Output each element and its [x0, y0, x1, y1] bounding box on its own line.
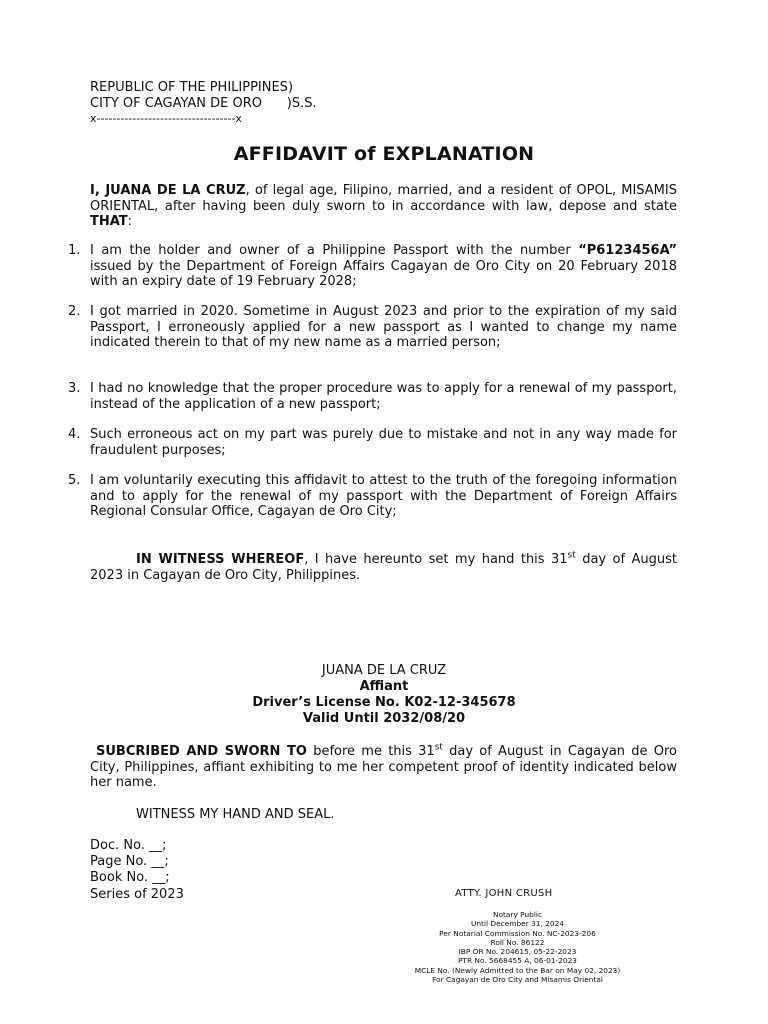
jurat-paragraph	[90, 744, 677, 791]
notary-name: ATTY. JOHN CRUSH	[455, 888, 553, 899]
series-year: Series of 2023	[90, 886, 184, 902]
intro-that: THAT	[90, 214, 128, 230]
affiant-license: Driver’s License No. K02-12-345678	[252, 695, 516, 710]
item-text-post: issued by the Department of Foreign Affairs Cagayan de Oro City on 20 February 2018 with an expiry date of 19 February 2028;	[90, 258, 677, 290]
item-text: I am voluntarily executing this affidavit to attest to the truth of the foregoing information and to apply for the renewal of my passport with the Department of Foreign Affairs Regional Consular Office, Cagayan de Oro City;	[90, 473, 677, 520]
item-number: 2.	[68, 304, 81, 319]
book-number: Book No. __;	[90, 870, 170, 886]
affiant-block	[0, 663, 768, 727]
notarial-register	[90, 838, 184, 903]
caption-city: CITY OF CAGAYAN DE ORO )S.S.	[90, 96, 317, 111]
jurat-sup: st	[434, 742, 443, 753]
notary-line: MCLE No. (Newly Admitted to the Bar on May 02, 2023)	[414, 965, 621, 975]
notary-line: Roll No. 86122	[490, 937, 545, 947]
statement-item-4	[68, 427, 677, 458]
witness-hand-seal: WITNESS MY HAND AND SEAL.	[136, 807, 335, 822]
statement-item-5	[68, 473, 677, 520]
notary-line: For Cagayan de Oro City and Misamis Oriental	[432, 975, 603, 985]
intro-text: , of legal age, Filipino, married, and a resident of OPOL, MISAMIS ORIENTAL, after having been duly sworn to in accordance with law, depose and state	[90, 183, 677, 214]
notary-line: Notary Public	[492, 910, 543, 919]
affiant-name: JUANA DE LA CRUZ	[321, 663, 447, 678]
document-title: AFFIDAVIT of EXPLANATION	[233, 143, 535, 165]
notary-details	[400, 910, 635, 984]
witness-sup: st	[567, 550, 576, 561]
item-text: Such erroneous act on my part was purely due to mistake and not in any way made for fraudulent purposes;	[90, 427, 677, 458]
notary-line: PTR No. 5668455 A, 06-01-2023	[457, 956, 578, 966]
caption-republic: REPUBLIC OF THE PHILIPPINES)	[90, 80, 294, 95]
jurat-sworn: SUBCRIBED AND SWORN TO	[96, 744, 307, 759]
item-number: 3.	[68, 381, 81, 396]
notary-line: IBP OR No. 204615, 05-22-2023	[458, 947, 577, 957]
intro-colon: :	[127, 214, 133, 230]
jurat-text-2: day of August in Cagayan de Oro City, Philippines, affiant exhibiting to me her competent proof of identity indicated below her name.	[90, 744, 677, 791]
item-number: 4.	[68, 427, 81, 442]
witness-text-2: day of August 2023 in Cagayan de Oro City, Philippines.	[90, 552, 677, 583]
statement-item-3	[68, 381, 677, 412]
item-number: 5.	[68, 473, 81, 488]
caption-divider: x-----------------------------------x	[90, 112, 242, 125]
item-text: I got married in 2020. Sometime in August 2023 and prior to the expiration of my said Passport, I erroneously applied for a new passport as I wanted to change my name indicated therein to that of my new name as a married person;	[90, 304, 677, 351]
item-text: I am the holder and owner of a Philippine Passport with the number	[90, 243, 579, 258]
affiant-license-validity: Valid Until 2032/08/20	[302, 711, 466, 726]
statement-item-2	[68, 304, 677, 351]
doc-number: Doc. No. __;	[90, 838, 167, 853]
witness-paragraph	[90, 552, 677, 583]
item-text: I had no knowledge that the proper procedure was to apply for a renewal of my passport, instead of the application of a new passport;	[90, 381, 677, 412]
item-number: 1.	[68, 243, 81, 258]
page-number: Page No. __;	[90, 854, 169, 870]
witness-text: , I have hereunto set my hand this 31	[304, 552, 568, 567]
affiant-name-intro: I, JUANA DE LA CRUZ	[90, 183, 246, 198]
passport-number: “P6123456A”	[578, 243, 677, 258]
notary-line: Until December 31, 2024	[470, 919, 565, 929]
notary-line: Per Notarial Commission No. NC-2023-206	[439, 928, 596, 938]
witness-whereof: IN WITNESS WHEREOF	[136, 552, 305, 567]
affiant-role: Affiant	[359, 679, 409, 694]
statement-item-1	[68, 243, 677, 290]
jurat-text: before me this 31	[306, 744, 435, 759]
intro-paragraph	[90, 183, 677, 230]
